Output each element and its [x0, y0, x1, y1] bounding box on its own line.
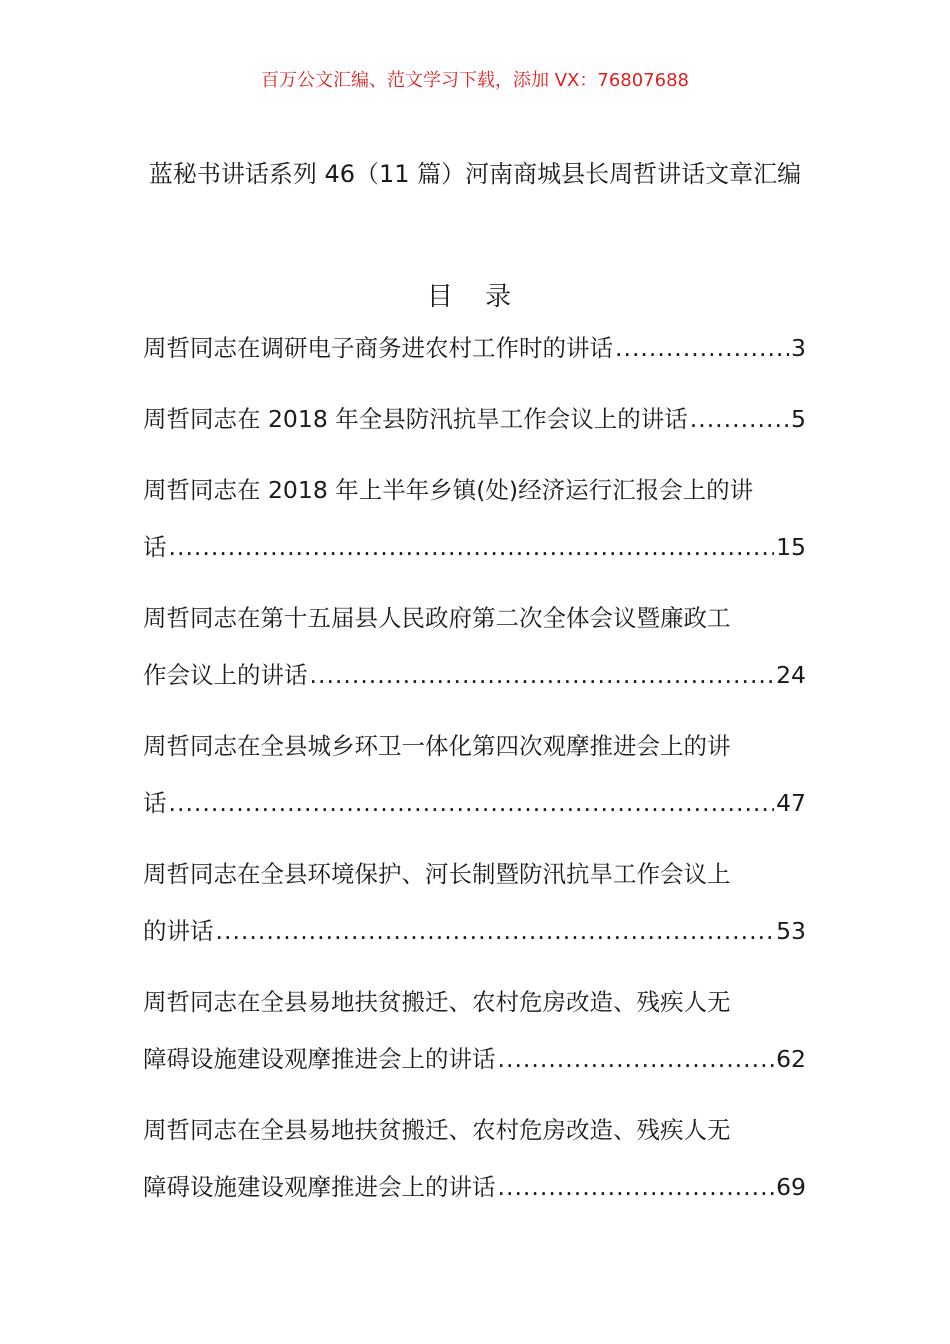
dot-leader [216, 903, 775, 960]
toc-entry-line [143, 391, 806, 448]
toc-entry[interactable] [143, 462, 806, 576]
toc-entry-title-line2: 作会议上的讲话 [143, 661, 308, 689]
toc-entry-title-line2: 话 [143, 789, 167, 817]
toc-page-number: 53 [776, 917, 806, 945]
document-title: 蓝秘书讲话系列 46（11 篇）河南商城县长周哲讲话文章汇编 [148, 160, 802, 188]
toc-entry-title-line1: 周哲同志在全县易地扶贫搬迁、农村危房改造、残疾人无 [143, 988, 731, 1016]
toc-page-number: 47 [776, 789, 806, 817]
toc-entry-line [143, 1159, 806, 1216]
toc-page-number: 3 [791, 334, 806, 362]
toc-entry[interactable] [143, 1102, 806, 1216]
toc-entry-title-line2: 话 [143, 533, 167, 561]
toc-entry-title-line1: 周哲同志在第十五届县人民政府第二次全体会议暨廉政工 [143, 604, 731, 632]
toc-entry-line [143, 647, 806, 704]
toc-entry-line [143, 320, 806, 377]
toc-entry-title-line1: 周哲同志在全县城乡环卫一体化第四次观摩推进会上的讲 [143, 732, 731, 760]
toc-entry[interactable] [143, 974, 806, 1088]
toc-entry-line [143, 519, 806, 576]
toc-entry[interactable] [143, 391, 806, 448]
toc-page-number: 24 [776, 661, 806, 689]
toc-entry-title-line2: 障碍设施建设观摩推进会上的讲话 [143, 1173, 496, 1201]
toc-page-number: 5 [791, 405, 806, 433]
toc-entry[interactable] [143, 846, 806, 960]
toc-entry[interactable] [143, 320, 806, 377]
toc-heading: 目 录 [426, 282, 524, 312]
table-of-contents [143, 320, 806, 1230]
dot-leader [615, 320, 789, 377]
toc-entry-line [143, 903, 806, 960]
toc-entry-title-line1: 周哲同志在全县易地扶贫搬迁、农村危房改造、残疾人无 [143, 1116, 731, 1144]
toc-entry-title: 周哲同志在 2018 年全县防汛抗旱工作会议上的讲话 [143, 405, 688, 433]
dot-leader [310, 647, 775, 704]
dot-leader [169, 519, 775, 576]
toc-entry-title: 周哲同志在调研电子商务进农村工作时的讲话 [143, 334, 613, 362]
toc-entry-title-line1: 周哲同志在全县环境保护、河长制暨防汛抗旱工作会议上 [143, 860, 731, 888]
toc-entry-title-line2: 障碍设施建设观摩推进会上的讲话 [143, 1045, 496, 1073]
toc-page-number: 62 [776, 1045, 806, 1073]
toc-entry-line [143, 775, 806, 832]
toc-entry[interactable] [143, 718, 806, 832]
toc-entry-line [143, 1031, 806, 1088]
header-note: 百万公文汇编、范文学习下载，添加 VX：76807688 [261, 70, 689, 91]
dot-leader [498, 1159, 775, 1216]
toc-entry[interactable] [143, 590, 806, 704]
dot-leader [498, 1031, 775, 1088]
dot-leader [690, 391, 789, 448]
toc-entry-title-line1: 周哲同志在 2018 年上半年乡镇(处)经济运行汇报会上的讲 [143, 476, 754, 504]
toc-page-number: 69 [776, 1173, 806, 1201]
toc-page-number: 15 [776, 533, 806, 561]
dot-leader [169, 775, 775, 832]
toc-entry-title-line2: 的讲话 [143, 917, 214, 945]
